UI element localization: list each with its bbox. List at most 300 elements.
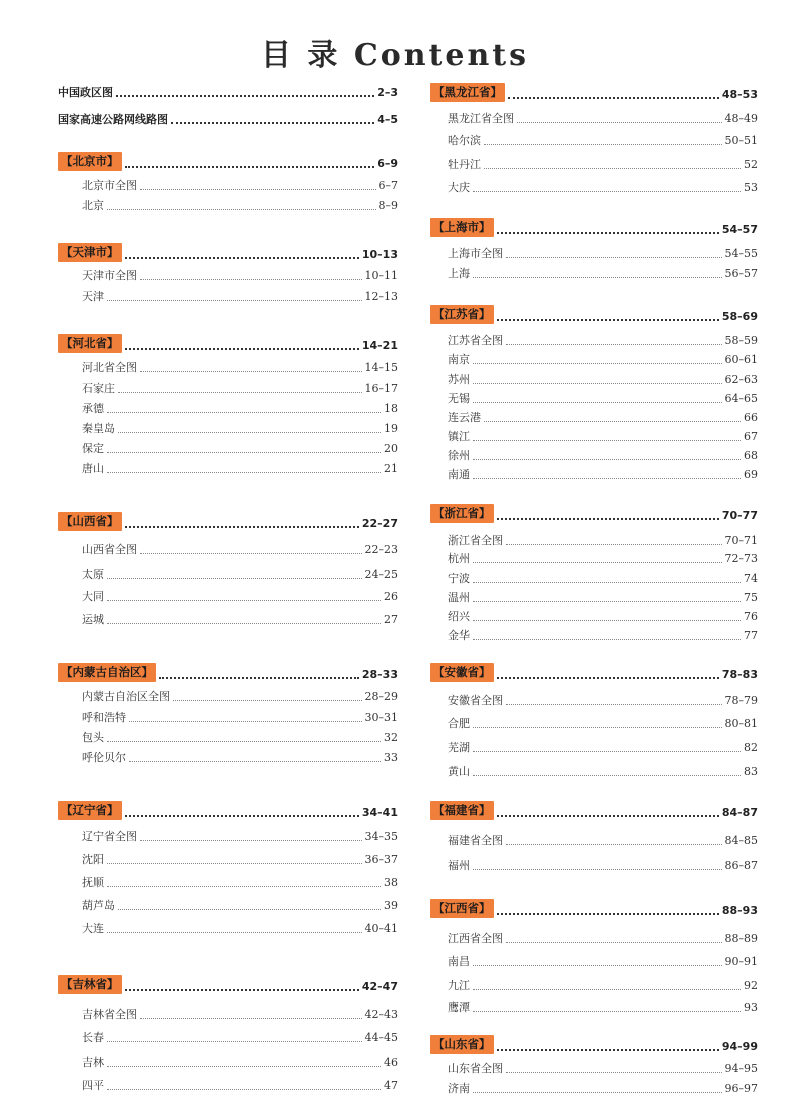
dot-leader (116, 95, 374, 97)
entry-label: 葫芦岛 (82, 899, 115, 912)
section-label: 【福建省】 (430, 801, 494, 820)
toc-entry[interactable] (430, 177, 758, 195)
page-number: 78–79 (724, 694, 758, 707)
entry-label: 牡丹江 (448, 158, 481, 171)
dot-leader (107, 1089, 381, 1090)
page-number: 94–99 (721, 1040, 758, 1053)
dot-leader (118, 392, 362, 393)
page-number: 72–73 (724, 552, 758, 565)
section-label: 【黑龙江省】 (430, 83, 505, 102)
page-number: 19 (384, 422, 398, 435)
entry-label: 福州 (448, 859, 470, 872)
toc-entry[interactable] (430, 855, 758, 873)
toc-section[interactable] (430, 1034, 758, 1054)
entry-label: 安徽省全图 (448, 694, 503, 707)
toc-entry[interactable] (430, 548, 758, 566)
dot-leader (129, 721, 362, 722)
toc-entry[interactable] (58, 1004, 398, 1022)
entry-label: 上海 (448, 267, 470, 280)
toc-entry[interactable] (430, 130, 758, 148)
dot-leader (473, 989, 741, 990)
page-number: 28–33 (361, 668, 398, 681)
page-number: 6–7 (378, 179, 398, 192)
dot-leader (497, 232, 719, 234)
dot-leader (125, 526, 359, 528)
toc-entry[interactable] (430, 108, 758, 126)
entry-label: 绍兴 (448, 610, 470, 623)
page-number: 26 (384, 590, 398, 603)
dot-leader (125, 257, 359, 259)
entry-label: 长春 (82, 1031, 104, 1044)
toc-entry[interactable] (58, 707, 398, 725)
dot-leader (473, 1092, 722, 1093)
toc-entry[interactable] (58, 609, 398, 627)
page-number: 68 (744, 449, 758, 462)
entry-label: 鹰潭 (448, 1001, 470, 1014)
page-number: 84–85 (724, 834, 758, 847)
dot-leader (473, 751, 741, 752)
toc-entry[interactable] (430, 388, 758, 406)
dot-leader (473, 869, 722, 870)
toc-entry[interactable] (430, 928, 758, 946)
entry-label: 大庆 (448, 181, 470, 194)
dot-leader (125, 815, 359, 817)
section-label: 【山西省】 (58, 512, 122, 531)
dot-leader (107, 300, 362, 301)
page-number: 74 (744, 572, 758, 585)
page-number: 56–57 (724, 267, 758, 280)
toc-section[interactable] (430, 898, 758, 918)
dot-leader (473, 363, 722, 364)
section-label: 【浙江省】 (430, 504, 494, 523)
toc-entry[interactable] (430, 1058, 758, 1076)
page-number: 60–61 (724, 353, 758, 366)
toc-entry[interactable] (430, 426, 758, 444)
page-number: 62–63 (724, 373, 758, 386)
dot-leader (125, 166, 375, 168)
page-number: 52 (744, 158, 758, 171)
section-label: 【内蒙古自治区】 (58, 663, 156, 682)
entry-label: 天津市全图 (82, 269, 137, 282)
toc-section[interactable] (430, 503, 758, 523)
toc-section[interactable] (430, 800, 758, 820)
toc-section[interactable] (58, 151, 398, 171)
toc-section[interactable] (58, 511, 398, 531)
dot-leader (159, 677, 359, 679)
dot-leader (473, 639, 741, 640)
dot-leader (107, 472, 381, 473)
toc-entry[interactable] (430, 154, 758, 172)
entry-label: 杭州 (448, 552, 470, 565)
entry-label: 南通 (448, 468, 470, 481)
dot-leader (506, 344, 722, 345)
entry-label: 北京市全图 (82, 179, 137, 192)
page-number: 20 (384, 442, 398, 455)
entry-label: 九江 (448, 979, 470, 992)
dot-leader (140, 840, 362, 841)
dot-leader (473, 277, 722, 278)
dot-leader (473, 562, 722, 563)
entry-label: 四平 (82, 1079, 104, 1092)
page-number: 14–21 (361, 339, 398, 352)
dot-leader (473, 402, 722, 403)
toc-entry[interactable] (430, 263, 758, 281)
toc-entry[interactable] (58, 849, 398, 867)
entry-label: 沈阳 (82, 853, 104, 866)
dot-leader (484, 421, 741, 422)
page-number: 84–87 (721, 806, 758, 819)
toc-section[interactable] (58, 242, 398, 262)
dot-leader (140, 553, 362, 554)
toc-entry[interactable] (58, 872, 398, 890)
toc-section[interactable] (430, 662, 758, 682)
entry-label: 黑龙江省全图 (448, 112, 514, 125)
toc-entry-main[interactable] (58, 109, 398, 127)
toc-section[interactable] (58, 974, 398, 994)
page-number: 44–45 (364, 1031, 398, 1044)
dot-leader (473, 582, 741, 583)
toc-section[interactable] (430, 217, 758, 237)
toc-entry[interactable] (430, 530, 758, 548)
entry-label: 抚顺 (82, 876, 104, 889)
toc-entry[interactable] (58, 265, 398, 283)
toc-section[interactable] (58, 800, 398, 820)
toc-entry[interactable] (430, 243, 758, 261)
page-number: 70–71 (724, 534, 758, 547)
page-number: 8–9 (378, 199, 398, 212)
toc-section[interactable] (430, 82, 758, 102)
section-label: 【北京市】 (58, 152, 122, 171)
toc-entry[interactable] (430, 369, 758, 387)
page-number: 32 (384, 731, 398, 744)
page-number: 50–51 (724, 134, 758, 147)
entry-label: 江西省全图 (448, 932, 503, 945)
page-number: 96–97 (724, 1082, 758, 1095)
entry-label: 南京 (448, 353, 470, 366)
entry-label: 吉林 (82, 1056, 104, 1069)
toc-entry[interactable] (430, 568, 758, 586)
dot-leader (497, 815, 719, 817)
page-number: 48–53 (721, 88, 758, 101)
entry-label: 芜湖 (448, 741, 470, 754)
entry-label: 金华 (448, 629, 470, 642)
entry-label: 连云港 (448, 411, 481, 424)
page-number: 42–43 (364, 1008, 398, 1021)
entry-label: 徐州 (448, 449, 470, 462)
entry-label: 呼和浩特 (82, 711, 126, 724)
page-number: 53 (744, 181, 758, 194)
dot-leader (118, 909, 381, 910)
dot-leader (171, 122, 374, 124)
toc-entry[interactable] (58, 1027, 398, 1045)
toc-entry[interactable] (430, 997, 758, 1015)
page-number: 64–65 (724, 392, 758, 405)
page-number: 46 (384, 1056, 398, 1069)
section-label: 【江西省】 (430, 899, 494, 918)
dot-leader (118, 432, 381, 433)
dot-leader (173, 700, 362, 701)
page-number: 75 (744, 591, 758, 604)
toc-entry[interactable] (58, 826, 398, 844)
page-number: 54–57 (721, 223, 758, 236)
page-number: 21 (384, 462, 398, 475)
page-number: 33 (384, 751, 398, 764)
page-number: 88–89 (724, 932, 758, 945)
dot-leader (506, 942, 722, 943)
entry-label: 内蒙古自治区全图 (82, 690, 170, 703)
page-number: 80–81 (724, 717, 758, 730)
toc-entry[interactable] (430, 690, 758, 708)
dot-leader (107, 863, 362, 864)
toc-section[interactable] (58, 333, 398, 353)
section-label: 【上海市】 (430, 218, 494, 237)
page-number: 47 (384, 1079, 398, 1092)
page-number: 39 (384, 899, 398, 912)
page-number: 16–17 (364, 382, 398, 395)
toc-entry[interactable] (58, 895, 398, 913)
dot-leader (473, 775, 741, 776)
dot-leader (497, 913, 719, 915)
toc-entry[interactable] (430, 625, 758, 643)
dot-leader (107, 623, 381, 624)
entry-label: 山东省全图 (448, 1062, 503, 1075)
dot-leader (473, 440, 741, 441)
page-number: 82 (744, 741, 758, 754)
dot-leader (140, 279, 362, 280)
entry-label: 太原 (82, 568, 104, 581)
toc-entry[interactable] (430, 330, 758, 348)
page-number: 54–55 (724, 247, 758, 260)
toc-entry[interactable] (58, 1075, 398, 1093)
page-number: 93 (744, 1001, 758, 1014)
dot-leader (107, 600, 381, 601)
dot-leader (107, 412, 381, 413)
entry-label: 唐山 (82, 462, 104, 475)
page-number: 67 (744, 430, 758, 443)
page-number: 34–35 (364, 830, 398, 843)
entry-label: 福建省全图 (448, 834, 503, 847)
toc-entry[interactable] (58, 747, 398, 765)
toc-entry[interactable] (430, 975, 758, 993)
toc-entry[interactable] (58, 398, 398, 416)
toc-entry[interactable] (58, 195, 398, 213)
page-number: 22–27 (361, 517, 398, 530)
entry-label: 石家庄 (82, 382, 115, 395)
entry-label: 中国政区图 (58, 86, 113, 99)
entry-label: 大同 (82, 590, 104, 603)
page-number: 36–37 (364, 853, 398, 866)
page-number: 70–77 (721, 509, 758, 522)
section-label: 【吉林省】 (58, 975, 122, 994)
entry-label: 山西省全图 (82, 543, 137, 556)
dot-leader (484, 168, 741, 169)
entry-label: 南昌 (448, 955, 470, 968)
entry-label: 河北省全图 (82, 361, 137, 374)
page-number: 30–31 (364, 711, 398, 724)
dot-leader (473, 965, 722, 966)
entry-label: 秦皇岛 (82, 422, 115, 435)
toc-entry[interactable] (430, 587, 758, 605)
entry-label: 包头 (82, 731, 104, 744)
dot-leader (129, 761, 381, 762)
dot-leader (140, 189, 376, 190)
page-number: 58–59 (724, 334, 758, 347)
page-number: 48–49 (724, 112, 758, 125)
entry-label: 无锡 (448, 392, 470, 405)
entry-label: 济南 (448, 1082, 470, 1095)
dot-leader (140, 371, 362, 372)
dot-leader (107, 452, 381, 453)
section-label: 【山东省】 (430, 1035, 494, 1054)
toc-entry-main[interactable] (58, 82, 398, 100)
page-number: 42–47 (361, 980, 398, 993)
section-label: 【辽宁省】 (58, 801, 122, 820)
toc-entry[interactable] (430, 464, 758, 482)
page-number: 77 (744, 629, 758, 642)
page-number: 18 (384, 402, 398, 415)
dot-leader (473, 601, 741, 602)
entry-label: 哈尔滨 (448, 134, 481, 147)
dot-leader (506, 257, 722, 258)
page-number: 14–15 (364, 361, 398, 374)
dot-leader (107, 1041, 362, 1042)
entry-label: 吉林省全图 (82, 1008, 137, 1021)
toc-entry[interactable] (430, 761, 758, 779)
page-number: 22–23 (364, 543, 398, 556)
entry-label: 宁波 (448, 572, 470, 585)
section-label: 【天津市】 (58, 243, 122, 262)
dot-leader (506, 544, 722, 545)
toc-entry[interactable] (430, 606, 758, 624)
dot-leader (484, 144, 722, 145)
page-number: 40–41 (364, 922, 398, 935)
section-label: 【河北省】 (58, 334, 122, 353)
toc-entry[interactable] (430, 713, 758, 731)
toc-entry[interactable] (58, 438, 398, 456)
dot-leader (473, 191, 741, 192)
page-number: 6–9 (377, 157, 398, 170)
toc-entry[interactable] (58, 418, 398, 436)
dot-leader (517, 122, 722, 123)
entry-label: 上海市全图 (448, 247, 503, 260)
dot-leader (107, 741, 381, 742)
entry-label: 呼伦贝尔 (82, 751, 126, 764)
dot-leader (473, 459, 741, 460)
toc-entry[interactable] (58, 458, 398, 476)
page-number: 2–3 (377, 86, 398, 99)
dot-leader (125, 348, 359, 350)
entry-label: 黄山 (448, 765, 470, 778)
dot-leader (107, 886, 381, 887)
page-number: 78–83 (721, 668, 758, 681)
toc-entry[interactable] (58, 286, 398, 304)
dot-leader (506, 704, 722, 705)
page-number: 58–69 (721, 310, 758, 323)
page-number: 86–87 (724, 859, 758, 872)
toc-entry[interactable] (430, 445, 758, 463)
toc-section[interactable] (58, 662, 398, 682)
toc-entry[interactable] (430, 1078, 758, 1096)
dot-leader (506, 1072, 722, 1073)
toc-entry[interactable] (58, 918, 398, 936)
entry-label: 浙江省全图 (448, 534, 503, 547)
entry-label: 温州 (448, 591, 470, 604)
page-number: 28–29 (364, 690, 398, 703)
dot-leader (497, 1049, 719, 1051)
entry-label: 江苏省全图 (448, 334, 503, 347)
page-number: 24–25 (364, 568, 398, 581)
dot-leader (473, 620, 741, 621)
toc-entry[interactable] (58, 686, 398, 704)
toc-entry[interactable] (58, 175, 398, 193)
dot-leader (107, 932, 362, 933)
dot-leader (107, 578, 362, 579)
page-number: 76 (744, 610, 758, 623)
dot-leader (107, 1066, 381, 1067)
toc-section[interactable] (430, 304, 758, 324)
toc-entry[interactable] (58, 586, 398, 604)
toc-entry[interactable] (58, 727, 398, 745)
dot-leader (497, 518, 719, 520)
dot-leader (497, 319, 719, 321)
entry-label: 辽宁省全图 (82, 830, 137, 843)
dot-leader (473, 1011, 741, 1012)
toc-entry[interactable] (58, 539, 398, 557)
page-number: 66 (744, 411, 758, 424)
page-number: 12–13 (364, 290, 398, 303)
entry-label: 镇江 (448, 430, 470, 443)
entry-label: 承德 (82, 402, 104, 415)
toc-entry[interactable] (58, 357, 398, 375)
dot-leader (473, 383, 722, 384)
toc-entry[interactable] (430, 407, 758, 425)
dot-leader (473, 727, 722, 728)
section-label: 【安徽省】 (430, 663, 494, 682)
page-number: 10–11 (364, 269, 398, 282)
dot-leader (473, 478, 741, 479)
page-number: 27 (384, 613, 398, 626)
dot-leader (497, 677, 719, 679)
toc-entry[interactable] (430, 830, 758, 848)
entry-label: 北京 (82, 199, 104, 212)
page-title: 目 录 Contents (260, 38, 530, 73)
toc-entry[interactable] (58, 378, 398, 396)
page-number: 4–5 (377, 113, 398, 126)
toc-entry[interactable] (430, 951, 758, 969)
page-number: 83 (744, 765, 758, 778)
entry-label: 天津 (82, 290, 104, 303)
entry-label: 保定 (82, 442, 104, 455)
page-number: 92 (744, 979, 758, 992)
toc-entry[interactable] (430, 349, 758, 367)
page-number: 90–91 (724, 955, 758, 968)
dot-leader (107, 209, 376, 210)
entry-label: 国家高速公路网线路图 (58, 113, 168, 126)
entry-label: 合肥 (448, 717, 470, 730)
entry-label: 大连 (82, 922, 104, 935)
toc-entry[interactable] (58, 564, 398, 582)
page-number: 34–41 (361, 806, 398, 819)
dot-leader (506, 844, 722, 845)
dot-leader (125, 989, 359, 991)
dot-leader (508, 97, 719, 99)
page-number: 38 (384, 876, 398, 889)
section-label: 【江苏省】 (430, 305, 494, 324)
dot-leader (140, 1018, 362, 1019)
page-number: 69 (744, 468, 758, 481)
toc-entry[interactable] (58, 1052, 398, 1070)
toc-entry[interactable] (430, 737, 758, 755)
